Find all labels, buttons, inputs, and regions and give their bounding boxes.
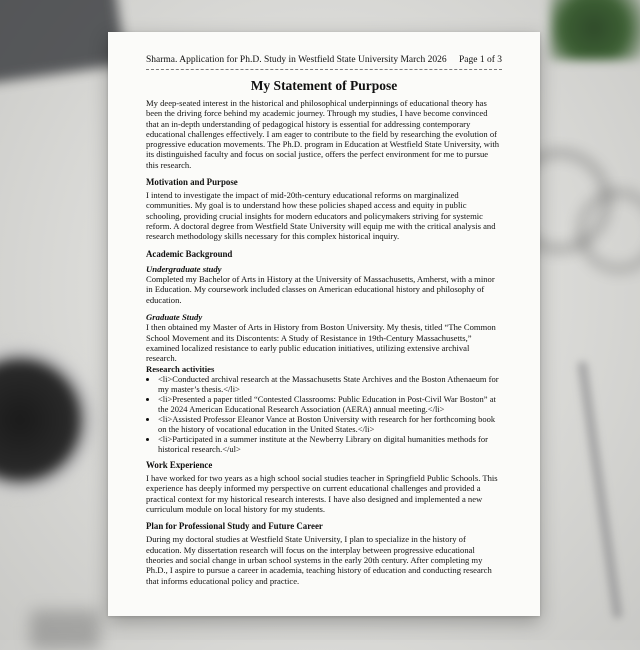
grad-paragraph: I then obtained my Master of Arts in History from Boston University. My thesis, titled “The Common School Movement and its Discontents: A Study of Resistance in 19th-Century Massachusetts,” examined localized resistance to early public education initiatives, utilizing extensive archival research. [146,322,496,364]
background-coffee-mug [0,345,95,495]
document-page [108,32,540,616]
activities-list [146,374,502,454]
background-keyboard [0,0,126,85]
page-number: Page 1 of 3 [458,55,502,65]
intro-paragraph: My deep-seated interest in the historical and philosophical underpinnings of educational theory has been the driving force behind my academic journey. Through my studies, I have become convinced that an in-depth understanding of pedagogical history is essential for addressing contemporary educational challenges effectively. I am eager to contribute to the field by researching the evolution of progressive education movements. The Ph.D. program in Education at Westfield State University, with its distinguished faculty and focus on social justice, offers the perfect environment for me to pursue this research. [146,98,500,170]
motivation-paragraph: I intend to investigate the impact of mid-20th-century educational reforms on marginalized communities. My goal is to understand how these policies shaped access and equity in public schooling, providing crucial insights for modern educators and policymakers striving for systemic reform. A doctoral degree from Westfield State University will equip me with the critical analysis and research methodology skills necessary for this complex historical inquiry. [146,190,496,242]
header-left: Sharma. Application for Ph.D. Study in Westfield State University March 2026 [146,55,447,65]
academic-heading: Academic Background [146,248,233,259]
work-heading: Work Experience [146,460,213,471]
background-plant [550,0,640,60]
list-item: • <li>Presented a paper titled “Contested Classrooms: Public Education in Post-Civil War Boston” at the 2024 American Educational Research Association (AERA) annual meeting.</li> [158,394,502,414]
plan-heading: Plan for Professional Study and Future Career [146,521,323,532]
activities-heading: Research activities [146,363,215,374]
header-divider [146,69,502,70]
grad-heading: Graduate Study [146,311,203,322]
work-paragraph: I have worked for two years as a high school social studies teacher in Springfield Public Schools. This experience has deeply informed my perspective on current educational challenges and provided a practical context for my historical research interests. I have also designed and implemented a new curriculum module on local history for my students. [146,473,498,515]
list-item: • <li>Assisted Professor Eleanor Vance at Boston University with research for her forthcoming book on the history of vocational education in the United States.</li> [158,414,502,434]
document-title: My Statement of Purpose [250,78,398,93]
motivation-heading: Motivation and Purpose [146,177,238,188]
running-header [146,54,502,66]
list-item: • <li>Participated in a summer institute at the Newberry Library on digital humanities methods for historical research.</ul> [158,434,502,454]
list-item: • <li>Conducted archival research at the Massachusetts State Archives and the Boston Athenaeum for my master’s thesis.</li> [158,374,502,394]
background-pen [577,361,623,620]
background-phone [30,610,100,650]
undergrad-heading: Undergraduate study [146,263,222,274]
plan-paragraph: During my doctoral studies at Westfield State University, I plan to specialize in the history of education. My dissertation research will focus on the interplay between progressive educational theories and social change in urban school systems in the early 20th century. After completing my Ph.D., I aspire to pursue a career in academia, teaching history of education and conducting research that informs educational policy and practice. [146,534,492,586]
undergrad-paragraph: Completed my Bachelor of Arts in History at the University of Massachusetts, Amherst, with a minor in Education. My coursework included classes on American educational history and philosophy of education. [146,274,495,305]
